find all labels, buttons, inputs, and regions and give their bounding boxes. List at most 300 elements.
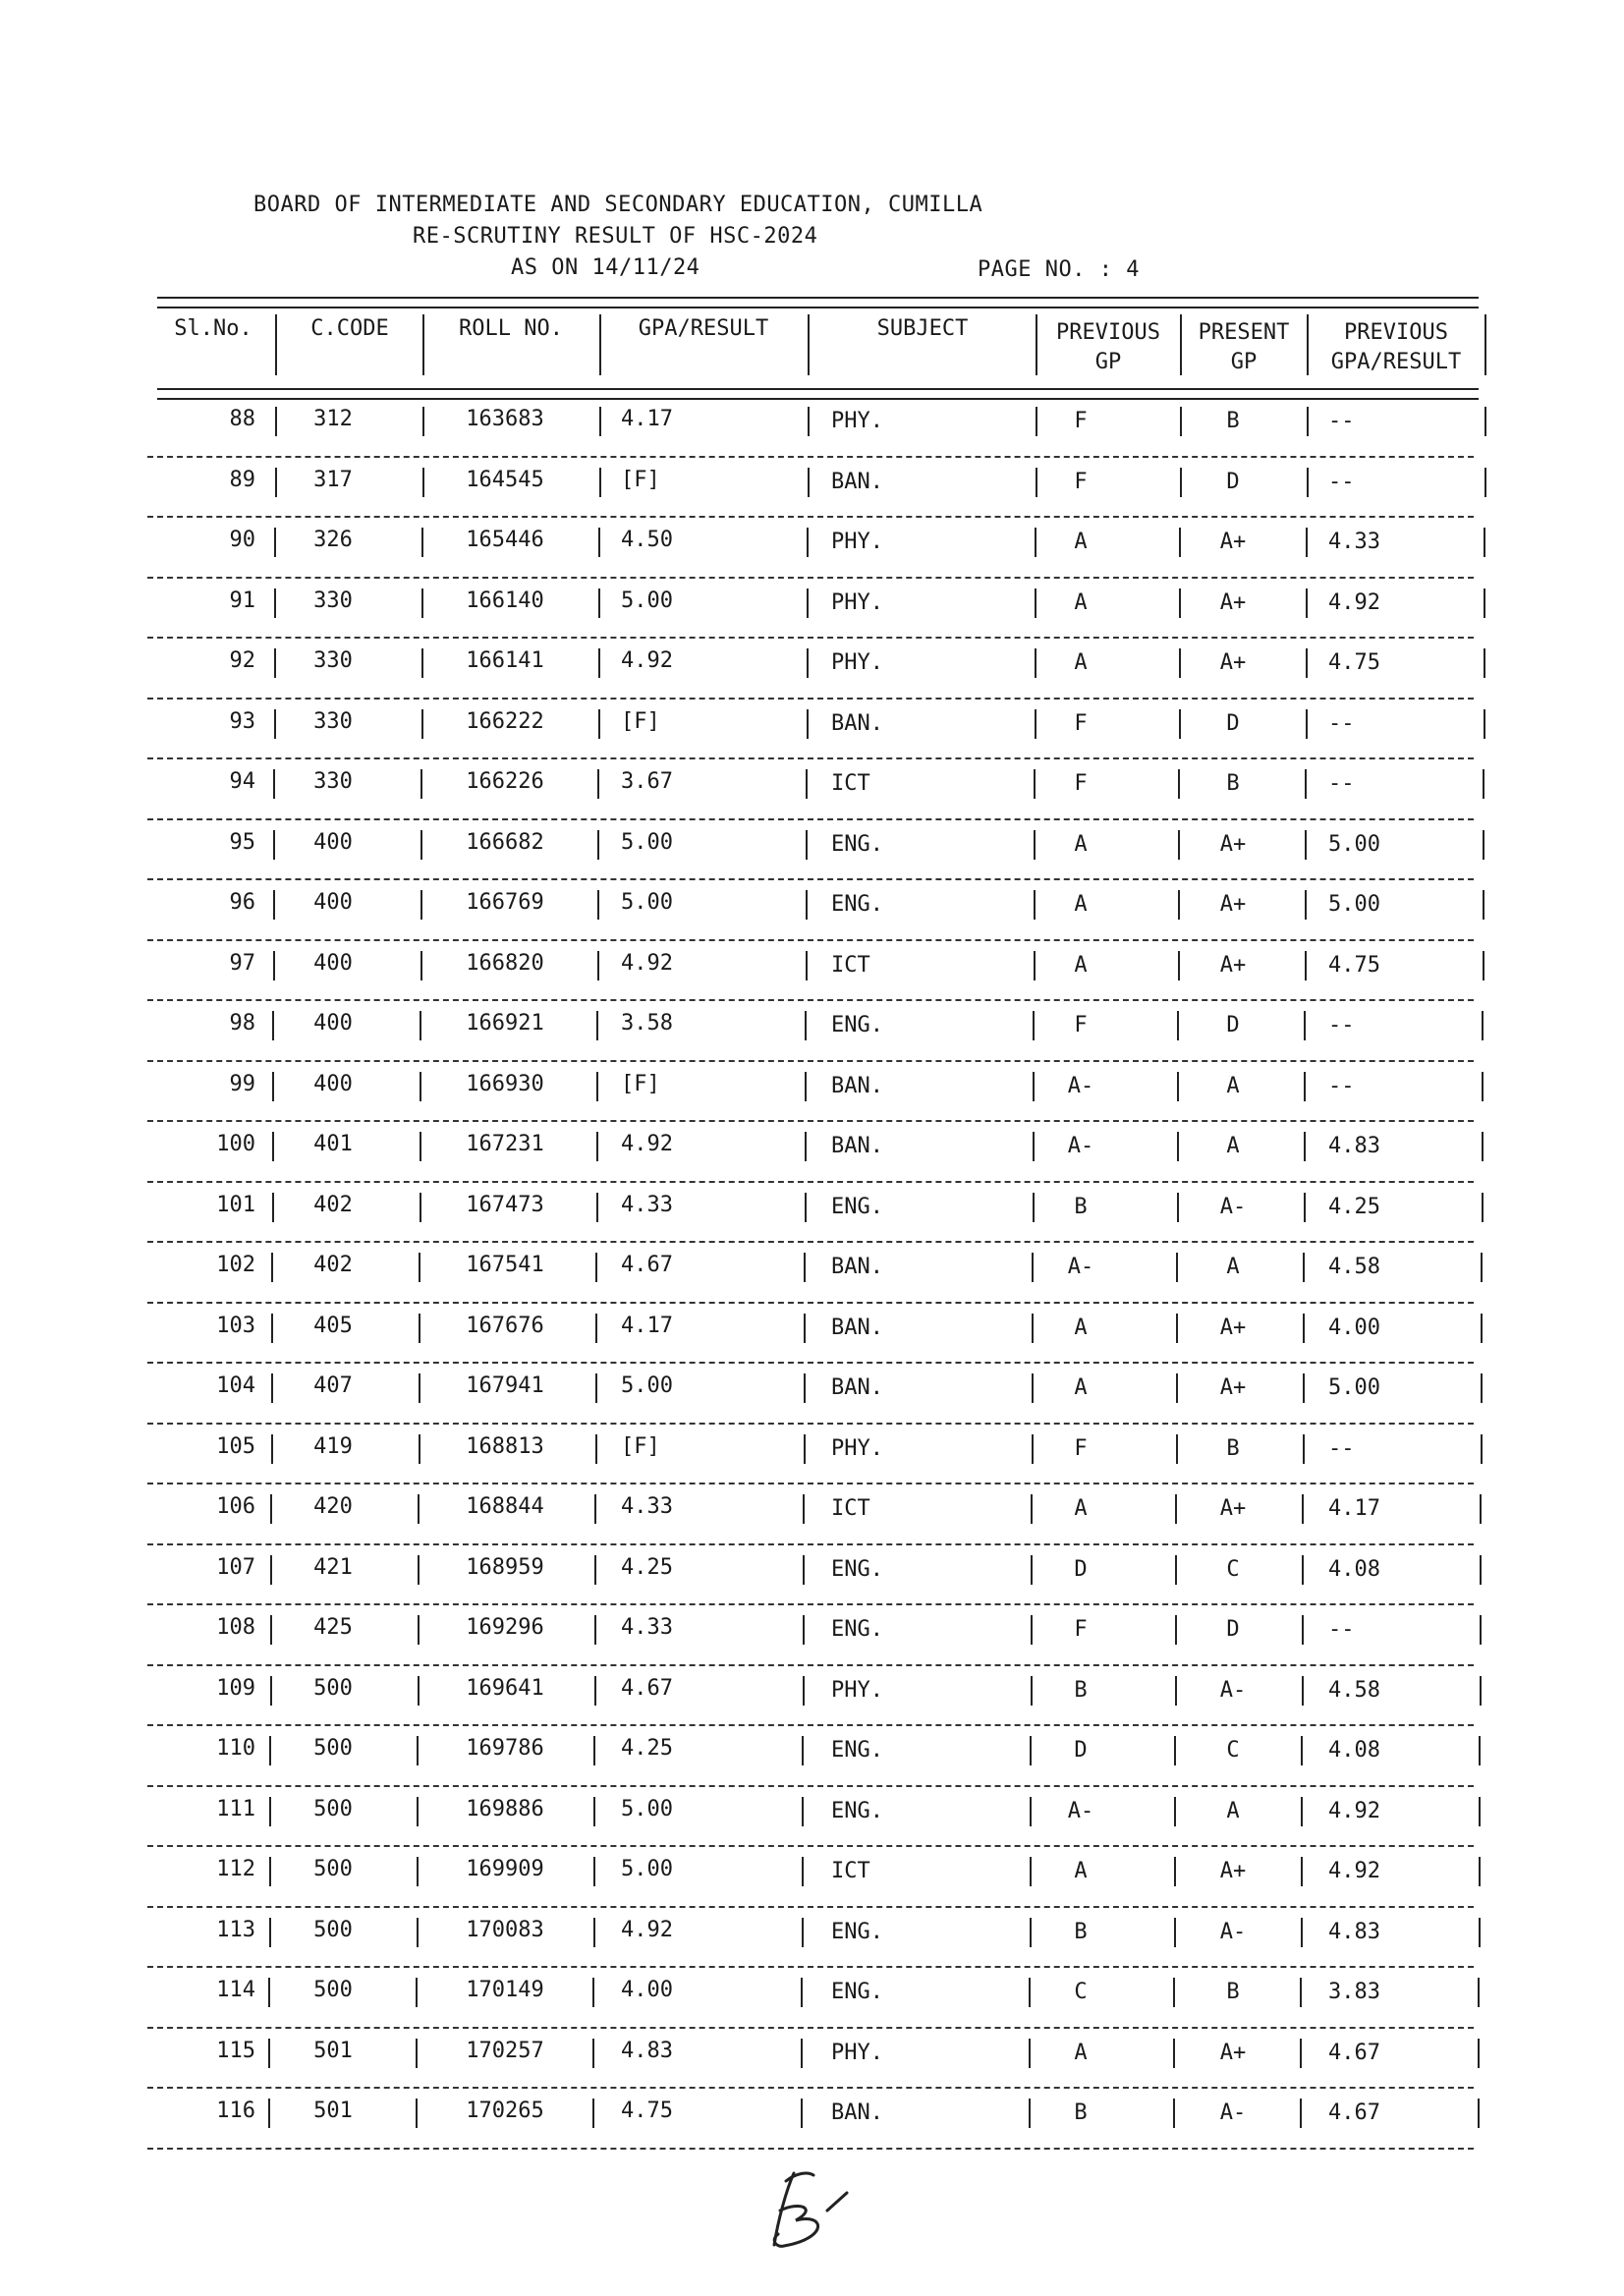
cell-roll-no: 165446 bbox=[466, 528, 544, 552]
cell-c-code: 421 bbox=[313, 1554, 353, 1580]
column-separator bbox=[593, 1857, 595, 1886]
column-separator bbox=[1307, 407, 1309, 436]
column-separator bbox=[804, 1373, 806, 1403]
cell-gpa-result: 4.00 bbox=[621, 1978, 673, 2002]
cell-sl-no: 113 bbox=[216, 1917, 255, 1942]
cell-previous-gpa: -- bbox=[1328, 771, 1355, 796]
cell-previous-gpa: 4.83 bbox=[1328, 1919, 1380, 1944]
cell-c-code: 501 bbox=[313, 2099, 353, 2123]
cell-present-gp: B bbox=[1226, 1435, 1240, 1461]
column-separator bbox=[1176, 1373, 1178, 1403]
cell-c-code: 500 bbox=[313, 1857, 353, 1881]
column-separator bbox=[270, 1615, 272, 1645]
column-separator bbox=[417, 1918, 419, 1947]
column-separator bbox=[420, 1072, 421, 1101]
column-separator bbox=[1303, 1434, 1305, 1464]
cell-present-gp: D bbox=[1226, 1617, 1240, 1642]
column-separator bbox=[1035, 528, 1036, 557]
cell-subject: PHY. bbox=[831, 650, 883, 675]
column-separator bbox=[1306, 588, 1308, 618]
col-previous-gpa: PREVIOUS bbox=[1344, 320, 1448, 345]
cell-subject: PHY. bbox=[831, 530, 883, 554]
board-title: BOARD OF INTERMEDIATE AND SECONDARY EDUCATION, CUMILLA bbox=[253, 193, 983, 217]
cell-roll-no: 170083 bbox=[466, 1917, 544, 1942]
cell-gpa-result: 5.00 bbox=[621, 1796, 673, 1821]
cell-present-gp: A- bbox=[1219, 1919, 1247, 1944]
cell-present-gp: C bbox=[1226, 1738, 1240, 1763]
cell-present-gp: A bbox=[1226, 1134, 1240, 1158]
column-separator bbox=[1303, 1253, 1305, 1282]
cell-present-gp: D bbox=[1226, 710, 1240, 736]
cell-roll-no: 169296 bbox=[466, 1615, 544, 1640]
column-separator bbox=[416, 2099, 418, 2128]
cell-c-code: 330 bbox=[313, 708, 353, 734]
cell-previous-gp: F bbox=[1074, 1617, 1088, 1642]
cell-subject: PHY. bbox=[831, 1435, 883, 1461]
cell-roll-no: 170265 bbox=[466, 2099, 544, 2123]
row-divider bbox=[147, 1362, 1474, 1364]
cell-present-gp: A- bbox=[1219, 1194, 1247, 1219]
cell-sl-no: 89 bbox=[229, 467, 255, 492]
column-separator bbox=[1479, 1797, 1481, 1826]
column-separator bbox=[803, 1676, 805, 1706]
cell-sl-no: 110 bbox=[216, 1736, 255, 1761]
cell-gpa-result: 4.33 bbox=[621, 1494, 673, 1519]
column-separator bbox=[805, 1132, 807, 1161]
cell-previous-gp: D bbox=[1074, 1738, 1088, 1763]
cell-previous-gp: A- bbox=[1067, 1255, 1094, 1279]
cell-c-code: 312 bbox=[313, 407, 353, 431]
row-divider bbox=[147, 999, 1474, 1001]
column-separator bbox=[599, 407, 601, 436]
column-separator bbox=[1033, 1072, 1035, 1101]
row-divider bbox=[147, 1241, 1474, 1243]
row-divider bbox=[147, 698, 1474, 700]
cell-previous-gp: B bbox=[1074, 1194, 1088, 1219]
column-separator bbox=[1301, 1857, 1303, 1886]
cell-subject: PHY. bbox=[831, 409, 883, 433]
column-separator bbox=[593, 1797, 595, 1826]
cell-c-code: 402 bbox=[313, 1192, 353, 1217]
column-separator bbox=[806, 769, 808, 799]
column-separator bbox=[596, 1011, 598, 1040]
col-c-code: C.CODE bbox=[310, 316, 389, 341]
cell-previous-gp: F bbox=[1074, 771, 1088, 796]
column-separator bbox=[421, 588, 423, 618]
column-separator bbox=[1179, 528, 1181, 557]
column-separator bbox=[806, 951, 808, 980]
column-separator bbox=[1484, 528, 1485, 557]
column-separator bbox=[422, 468, 424, 497]
column-separator bbox=[805, 1193, 807, 1222]
cell-c-code: 501 bbox=[313, 2038, 353, 2063]
cell-gpa-result: 3.67 bbox=[621, 769, 673, 794]
cell-present-gp: C bbox=[1226, 1556, 1240, 1582]
column-separator bbox=[1032, 1434, 1034, 1464]
row-divider bbox=[147, 637, 1474, 639]
cell-roll-no: 167676 bbox=[466, 1313, 544, 1338]
column-separator bbox=[419, 1373, 420, 1403]
column-separator bbox=[1177, 1132, 1179, 1161]
column-separator bbox=[417, 1857, 419, 1886]
column-separator bbox=[1176, 1253, 1178, 1282]
column-separator bbox=[1302, 1555, 1304, 1585]
column-separator bbox=[1036, 468, 1037, 497]
cell-gpa-result: 3.58 bbox=[621, 1011, 673, 1036]
cell-roll-no: 166930 bbox=[466, 1071, 544, 1096]
column-separator bbox=[273, 830, 275, 860]
column-separator bbox=[1304, 1011, 1306, 1040]
cell-gpa-result: 4.67 bbox=[621, 1253, 673, 1277]
cell-c-code: 405 bbox=[313, 1313, 353, 1338]
cell-previous-gpa: -- bbox=[1328, 710, 1355, 736]
cell-c-code: 402 bbox=[313, 1253, 353, 1277]
cell-gpa-result: 5.00 bbox=[621, 1857, 673, 1881]
column-separator bbox=[1301, 1918, 1303, 1947]
cell-previous-gpa: -- bbox=[1328, 469, 1355, 494]
cell-present-gp: A+ bbox=[1219, 1496, 1247, 1521]
col-previous-gpa-sub: GPA/RESULT bbox=[1330, 350, 1462, 374]
column-separator bbox=[1031, 1676, 1033, 1706]
column-separator bbox=[1307, 468, 1309, 497]
cell-roll-no: 167941 bbox=[466, 1373, 544, 1398]
column-separator bbox=[1305, 830, 1307, 860]
column-separator bbox=[598, 709, 600, 739]
column-separator bbox=[1304, 1132, 1306, 1161]
cell-subject: BAN. bbox=[831, 2100, 883, 2125]
column-separator bbox=[1305, 769, 1307, 799]
result-title: RE-SCRUTINY RESULT OF HSC-2024 bbox=[413, 224, 818, 249]
column-separator bbox=[1300, 2099, 1302, 2128]
cell-roll-no: 164545 bbox=[466, 467, 544, 492]
cell-gpa-result: 4.92 bbox=[621, 950, 673, 976]
page-number: PAGE NO. : 4 bbox=[978, 257, 1140, 282]
column-separator bbox=[1301, 1797, 1303, 1826]
col-previous-gp: PREVIOUS bbox=[1056, 320, 1160, 345]
cell-subject: PHY. bbox=[831, 2040, 883, 2065]
row-divider bbox=[147, 577, 1474, 579]
cell-sl-no: 116 bbox=[216, 2099, 255, 2123]
cell-sl-no: 111 bbox=[216, 1796, 255, 1821]
cell-previous-gp: A bbox=[1074, 1375, 1088, 1400]
cell-c-code: 500 bbox=[313, 1978, 353, 2002]
cell-sl-no: 105 bbox=[216, 1433, 255, 1459]
cell-subject: ICT bbox=[831, 1859, 870, 1883]
column-separator bbox=[802, 1857, 804, 1886]
cell-roll-no: 166921 bbox=[466, 1011, 544, 1036]
cell-sl-no: 109 bbox=[216, 1675, 255, 1701]
cell-previous-gpa: 4.08 bbox=[1328, 1738, 1380, 1763]
cell-sl-no: 96 bbox=[229, 890, 255, 915]
column-separator bbox=[592, 2099, 594, 2128]
cell-c-code: 326 bbox=[313, 528, 353, 552]
column-separator bbox=[1029, 2039, 1031, 2068]
column-separator bbox=[1481, 1434, 1483, 1464]
cell-previous-gp: F bbox=[1074, 1435, 1088, 1461]
cell-roll-no: 169641 bbox=[466, 1675, 544, 1701]
column-separator bbox=[1300, 1978, 1302, 2007]
cell-present-gp: B bbox=[1226, 1980, 1240, 2004]
column-separator bbox=[1178, 951, 1180, 980]
cell-present-gp: A+ bbox=[1219, 892, 1247, 917]
column-separator bbox=[273, 951, 275, 980]
column-separator bbox=[802, 1797, 804, 1826]
column-separator bbox=[1478, 2039, 1480, 2068]
cell-roll-no: 168813 bbox=[466, 1433, 544, 1459]
cell-roll-no: 169909 bbox=[466, 1857, 544, 1881]
column-separator bbox=[1302, 1494, 1304, 1524]
cell-sl-no: 90 bbox=[229, 528, 255, 552]
column-separator bbox=[1484, 407, 1486, 436]
column-separator bbox=[1484, 468, 1486, 497]
cell-present-gp: A+ bbox=[1219, 831, 1247, 857]
column-separator bbox=[805, 1011, 807, 1040]
column-separator bbox=[1034, 830, 1036, 860]
cell-subject: BAN. bbox=[831, 469, 883, 494]
row-divider bbox=[147, 516, 1474, 518]
cell-previous-gpa: 4.67 bbox=[1328, 2100, 1380, 2125]
column-separator bbox=[1302, 1676, 1304, 1706]
cell-c-code: 330 bbox=[313, 769, 353, 794]
column-separator bbox=[597, 769, 599, 799]
cell-sl-no: 98 bbox=[229, 1011, 255, 1036]
cell-previous-gp: C bbox=[1074, 1980, 1088, 2004]
cell-previous-gp: B bbox=[1074, 2100, 1088, 2125]
row-divider bbox=[147, 2027, 1474, 2029]
column-separator bbox=[1482, 1072, 1484, 1101]
column-separator bbox=[1177, 1072, 1179, 1101]
column-separator bbox=[1030, 1797, 1032, 1826]
column-separator bbox=[1173, 2099, 1175, 2128]
row-divider bbox=[147, 1483, 1474, 1484]
col-previous-gp-sub: GP bbox=[1094, 350, 1122, 374]
cell-roll-no: 166769 bbox=[466, 890, 544, 915]
cell-sl-no: 97 bbox=[229, 950, 255, 976]
column-separator bbox=[803, 1615, 805, 1645]
cell-roll-no: 166222 bbox=[466, 708, 544, 734]
cell-present-gp: A bbox=[1226, 1798, 1240, 1823]
column-separator bbox=[1479, 1736, 1481, 1765]
row-divider bbox=[147, 1302, 1474, 1304]
cell-sl-no: 114 bbox=[216, 1978, 255, 2002]
column-separator bbox=[595, 1253, 597, 1282]
cell-gpa-result: 4.17 bbox=[621, 407, 673, 431]
cell-previous-gpa: -- bbox=[1328, 1435, 1355, 1461]
cell-sl-no: 107 bbox=[216, 1554, 255, 1580]
cell-gpa-result: [F] bbox=[621, 708, 660, 734]
column-separator bbox=[594, 1676, 596, 1706]
column-separator bbox=[805, 1072, 807, 1101]
column-separator bbox=[1177, 1011, 1179, 1040]
column-separator bbox=[807, 588, 809, 618]
cell-c-code: 401 bbox=[313, 1132, 353, 1156]
column-separator bbox=[592, 1978, 594, 2007]
cell-previous-gpa: 4.75 bbox=[1328, 952, 1380, 978]
column-separator bbox=[268, 2099, 270, 2128]
cell-sl-no: 106 bbox=[216, 1494, 255, 1519]
column-separator bbox=[1303, 1373, 1305, 1403]
column-separator bbox=[1031, 1615, 1033, 1645]
cell-previous-gp: A bbox=[1074, 530, 1088, 554]
cell-subject: PHY. bbox=[831, 1677, 883, 1703]
cell-gpa-result: 4.67 bbox=[621, 1675, 673, 1701]
cell-roll-no: 170149 bbox=[466, 1978, 544, 2002]
column-separator bbox=[1179, 709, 1181, 739]
column-separator bbox=[1175, 1494, 1177, 1524]
cell-previous-gp: D bbox=[1074, 1556, 1088, 1582]
column-separator bbox=[1174, 1857, 1176, 1886]
cell-gpa-result: 5.00 bbox=[621, 1373, 673, 1398]
cell-previous-gp: B bbox=[1074, 1677, 1088, 1703]
column-separator bbox=[595, 1373, 597, 1403]
cell-roll-no: 168844 bbox=[466, 1494, 544, 1519]
column-separator bbox=[420, 890, 422, 920]
column-separator bbox=[1483, 890, 1484, 920]
cell-roll-no: 166140 bbox=[466, 588, 544, 613]
cell-subject: ENG. bbox=[831, 1194, 883, 1219]
column-separator bbox=[597, 830, 599, 860]
column-separator bbox=[1034, 951, 1036, 980]
cell-present-gp: A bbox=[1226, 1255, 1240, 1279]
cell-present-gp: B bbox=[1226, 409, 1240, 433]
column-separator bbox=[1030, 1857, 1032, 1886]
cell-c-code: 500 bbox=[313, 1736, 353, 1761]
column-separator bbox=[1175, 1615, 1177, 1645]
cell-sl-no: 104 bbox=[216, 1373, 255, 1398]
cell-previous-gp: A bbox=[1074, 892, 1088, 917]
cell-previous-gp: F bbox=[1074, 1013, 1088, 1037]
column-separator bbox=[421, 648, 423, 678]
column-separator bbox=[1480, 1494, 1482, 1524]
column-separator bbox=[803, 1555, 805, 1585]
column-separator bbox=[1478, 2099, 1480, 2128]
cell-sl-no: 91 bbox=[229, 588, 255, 613]
column-separator bbox=[597, 890, 599, 920]
row-divider bbox=[147, 1966, 1474, 1968]
cell-c-code: 500 bbox=[313, 1917, 353, 1942]
cell-subject: BAN. bbox=[831, 1073, 883, 1098]
cell-roll-no: 169886 bbox=[466, 1796, 544, 1821]
column-separator bbox=[1481, 1314, 1483, 1343]
cell-sl-no: 108 bbox=[216, 1615, 255, 1640]
column-separator bbox=[270, 1494, 272, 1524]
cell-gpa-result: 4.33 bbox=[621, 1192, 673, 1217]
cell-present-gp: A+ bbox=[1219, 952, 1247, 978]
header-separator bbox=[599, 314, 601, 375]
column-separator bbox=[1180, 468, 1182, 497]
as-on-date: AS ON 14/11/24 bbox=[511, 255, 700, 280]
cell-sl-no: 88 bbox=[229, 407, 255, 431]
column-separator bbox=[594, 1494, 596, 1524]
column-separator bbox=[596, 1132, 598, 1161]
column-separator bbox=[804, 1434, 806, 1464]
cell-previous-gpa: 4.75 bbox=[1328, 650, 1380, 675]
column-separator bbox=[1481, 1373, 1483, 1403]
column-separator bbox=[807, 528, 809, 557]
cell-subject: ICT bbox=[831, 1496, 870, 1521]
cell-sl-no: 115 bbox=[216, 2038, 255, 2063]
column-separator bbox=[273, 769, 275, 799]
column-separator bbox=[808, 468, 810, 497]
column-separator bbox=[596, 1193, 598, 1222]
row-divider bbox=[147, 1423, 1474, 1425]
column-separator bbox=[1031, 1555, 1033, 1585]
row-divider bbox=[147, 456, 1474, 458]
column-separator bbox=[1178, 890, 1180, 920]
column-separator bbox=[269, 1857, 271, 1886]
column-separator bbox=[1179, 648, 1181, 678]
cell-present-gp: A+ bbox=[1219, 2040, 1247, 2065]
cell-gpa-result: [F] bbox=[621, 1071, 660, 1096]
column-separator bbox=[1482, 1132, 1484, 1161]
cell-c-code: 317 bbox=[313, 467, 353, 492]
column-separator bbox=[1479, 1918, 1481, 1947]
column-separator bbox=[1305, 951, 1307, 980]
cell-roll-no: 167541 bbox=[466, 1253, 544, 1277]
cell-sl-no: 92 bbox=[229, 648, 255, 673]
column-separator bbox=[802, 1918, 804, 1947]
column-separator bbox=[804, 1253, 806, 1282]
column-separator bbox=[418, 1676, 420, 1706]
col-gpa-result: GPA/RESULT bbox=[638, 316, 769, 341]
column-separator bbox=[1032, 1373, 1034, 1403]
column-separator bbox=[1030, 1918, 1032, 1947]
cell-subject: BAN. bbox=[831, 710, 883, 736]
column-separator bbox=[807, 709, 809, 739]
column-separator bbox=[1480, 1615, 1482, 1645]
column-separator bbox=[421, 709, 423, 739]
cell-sl-no: 102 bbox=[216, 1253, 255, 1277]
col-sl-no: Sl.No. bbox=[174, 316, 252, 341]
cell-previous-gp: A bbox=[1074, 1315, 1088, 1340]
header-top-rule bbox=[157, 297, 1479, 308]
column-separator bbox=[802, 1736, 804, 1765]
cell-previous-gp: A bbox=[1074, 831, 1088, 857]
column-separator bbox=[1480, 1676, 1482, 1706]
cell-subject: ENG. bbox=[831, 1798, 883, 1823]
cell-subject: ENG. bbox=[831, 831, 883, 857]
column-separator bbox=[1033, 1132, 1035, 1161]
cell-present-gp: D bbox=[1226, 469, 1240, 494]
column-separator bbox=[1035, 709, 1036, 739]
column-separator bbox=[270, 1676, 272, 1706]
cell-sl-no: 94 bbox=[229, 769, 255, 794]
cell-gpa-result: [F] bbox=[621, 1433, 660, 1459]
col-subject: SUBJECT bbox=[876, 316, 969, 341]
column-separator bbox=[1032, 1314, 1034, 1343]
cell-previous-gpa: 4.17 bbox=[1328, 1496, 1380, 1521]
column-separator bbox=[593, 1918, 595, 1947]
column-separator bbox=[1302, 1615, 1304, 1645]
column-separator bbox=[1479, 1857, 1481, 1886]
column-separator bbox=[598, 528, 600, 557]
cell-roll-no: 167473 bbox=[466, 1192, 544, 1217]
column-separator bbox=[1305, 890, 1307, 920]
cell-subject: ENG. bbox=[831, 1980, 883, 2004]
column-separator bbox=[594, 1555, 596, 1585]
cell-present-gp: D bbox=[1226, 1013, 1240, 1037]
cell-sl-no: 112 bbox=[216, 1857, 255, 1881]
cell-c-code: 400 bbox=[313, 890, 353, 915]
cell-subject: BAN. bbox=[831, 1315, 883, 1340]
cell-roll-no: 169786 bbox=[466, 1736, 544, 1761]
cell-gpa-result: 4.33 bbox=[621, 1615, 673, 1640]
cell-roll-no: 167231 bbox=[466, 1132, 544, 1156]
column-separator bbox=[806, 890, 808, 920]
column-separator bbox=[1029, 2099, 1031, 2128]
column-separator bbox=[420, 769, 422, 799]
row-divider bbox=[147, 1906, 1474, 1908]
